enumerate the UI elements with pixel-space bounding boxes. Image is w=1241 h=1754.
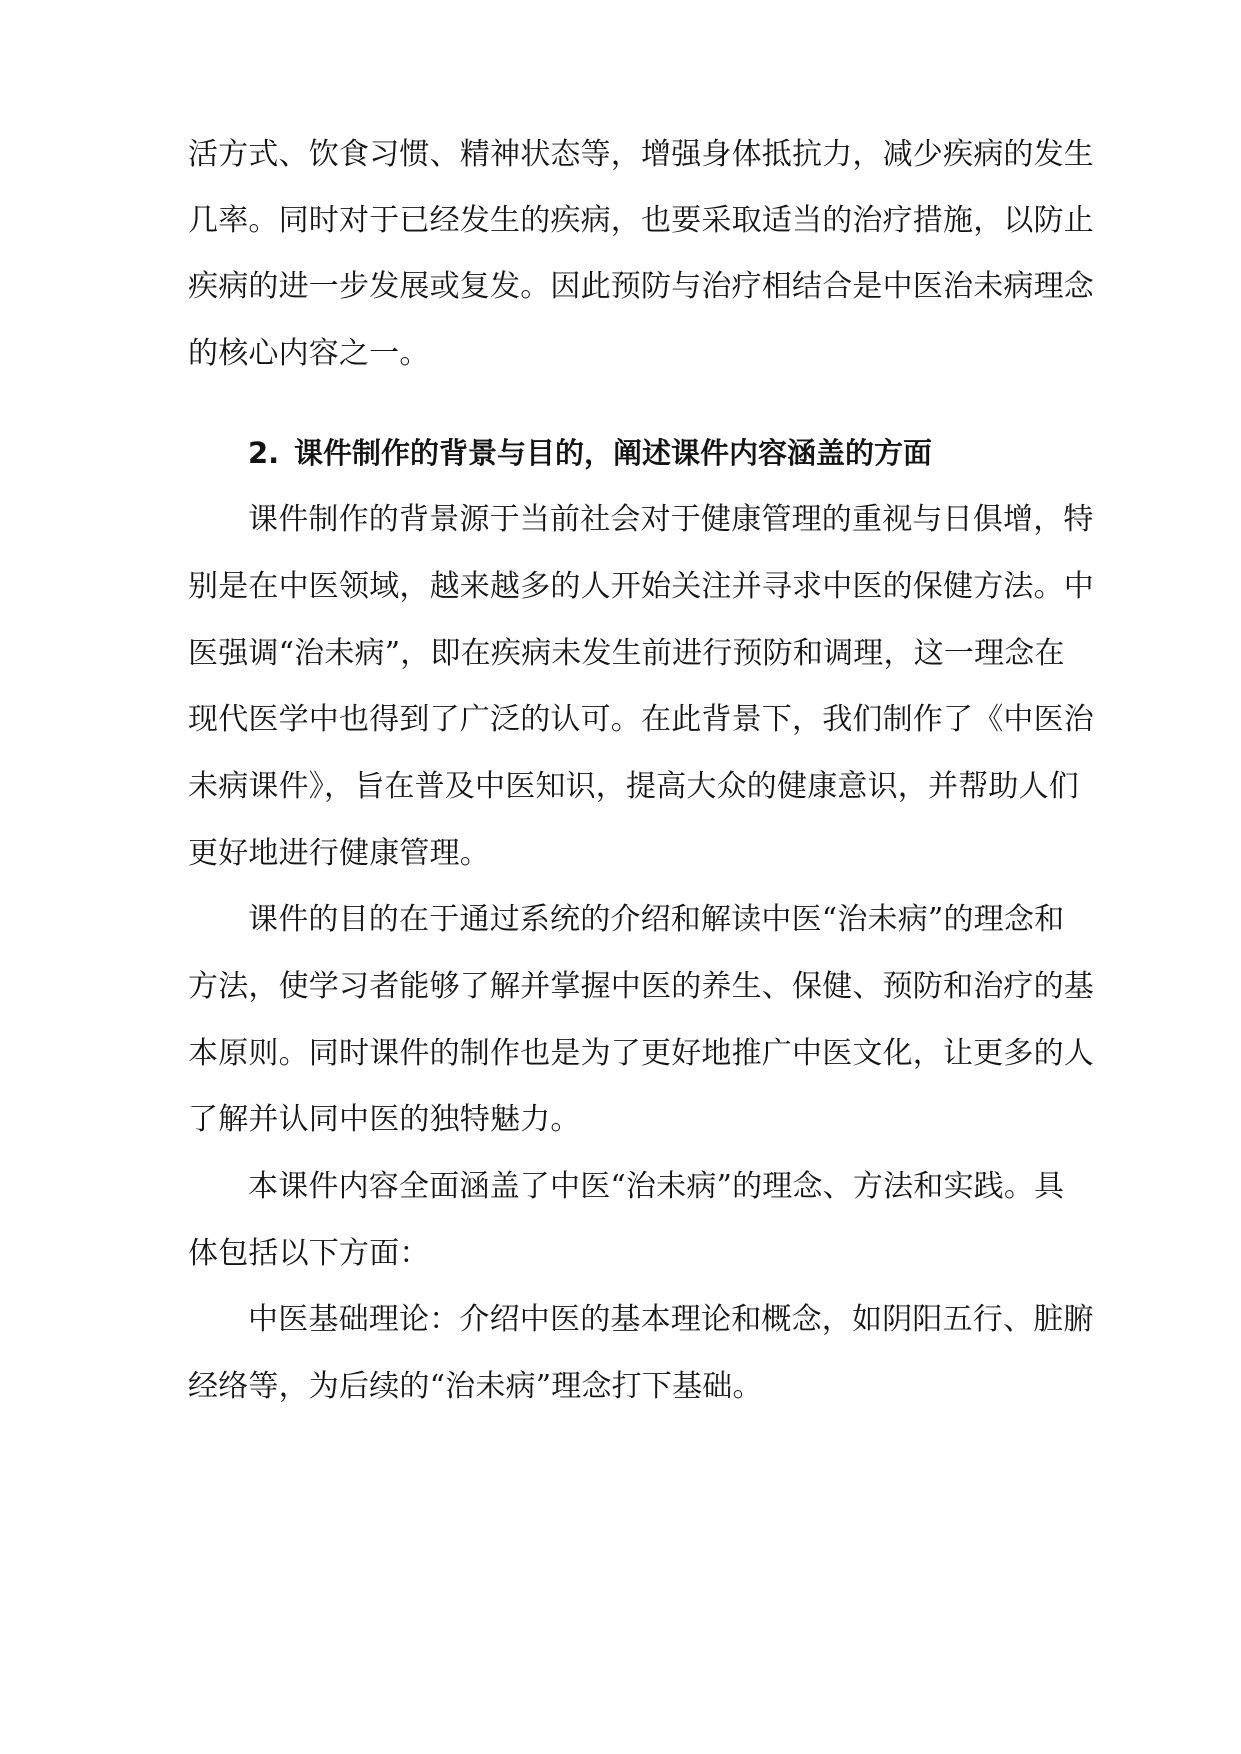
text-line: 体包括以下方面： — [188, 1236, 430, 1271]
text-line: 几率。同时对于已经发生的疾病，也要采取适当的治疗措施，以防止 — [188, 203, 1094, 238]
text-line: 了解并认同中医的独特魅力。 — [188, 1102, 581, 1137]
text-line: 活方式、饮食习惯、精神状态等，增强身体抵抗力，减少疾病的发生 — [188, 137, 1094, 172]
text-line: 本原则。同时课件的制作也是为了更好地推广中医文化，让更多的人 — [188, 1036, 1094, 1071]
text-line: 本课件内容全面涵盖了中医“治未病”的理念、方法和实践。具 — [248, 1169, 1065, 1204]
text-line: 经络等，为后续的“治未病”理念打下基础。 — [188, 1369, 763, 1404]
section-number: 2. — [248, 436, 280, 470]
text-line: 未病课件》，旨在普及中医知识，提高大众的健康意识，并帮助人们 — [188, 769, 1079, 804]
text-line: 疾病的进一步发展或复发。因此预防与治疗相结合是中医治未病理念 — [188, 269, 1094, 304]
text-line: 现代医学中也得到了广泛的认可。在此背景下，我们制作了《中医治 — [188, 702, 1094, 737]
text-line: 更好地进行健康管理。 — [188, 836, 490, 871]
text-line: 课件制作的背景源于当前社会对于健康管理的重视与日俱增，特 — [248, 502, 1094, 537]
section-title: 课件制作的背景与目的，阐述课件内容涵盖的方面 — [294, 436, 933, 470]
text-line: 中医基础理论：介绍中医的基本理论和概念，如阴阳五行、脏腑 — [248, 1302, 1094, 1337]
section-heading — [248, 433, 932, 473]
text-line: 课件的目的在于通过系统的介绍和解读中医“治未病”的理念和 — [248, 902, 1065, 937]
text-line: 方法，使学习者能够了解并掌握中医的养生、保健、预防和治疗的基 — [188, 969, 1094, 1004]
text-line: 的核心内容之一。 — [188, 336, 430, 371]
text-line: 别是在中医领域，越来越多的人开始关注并寻求中医的保健方法。中 — [188, 569, 1094, 604]
text-line: 医强调“治未病”，即在疾病未发生前进行预防和调理，这一理念在 — [188, 636, 1065, 671]
